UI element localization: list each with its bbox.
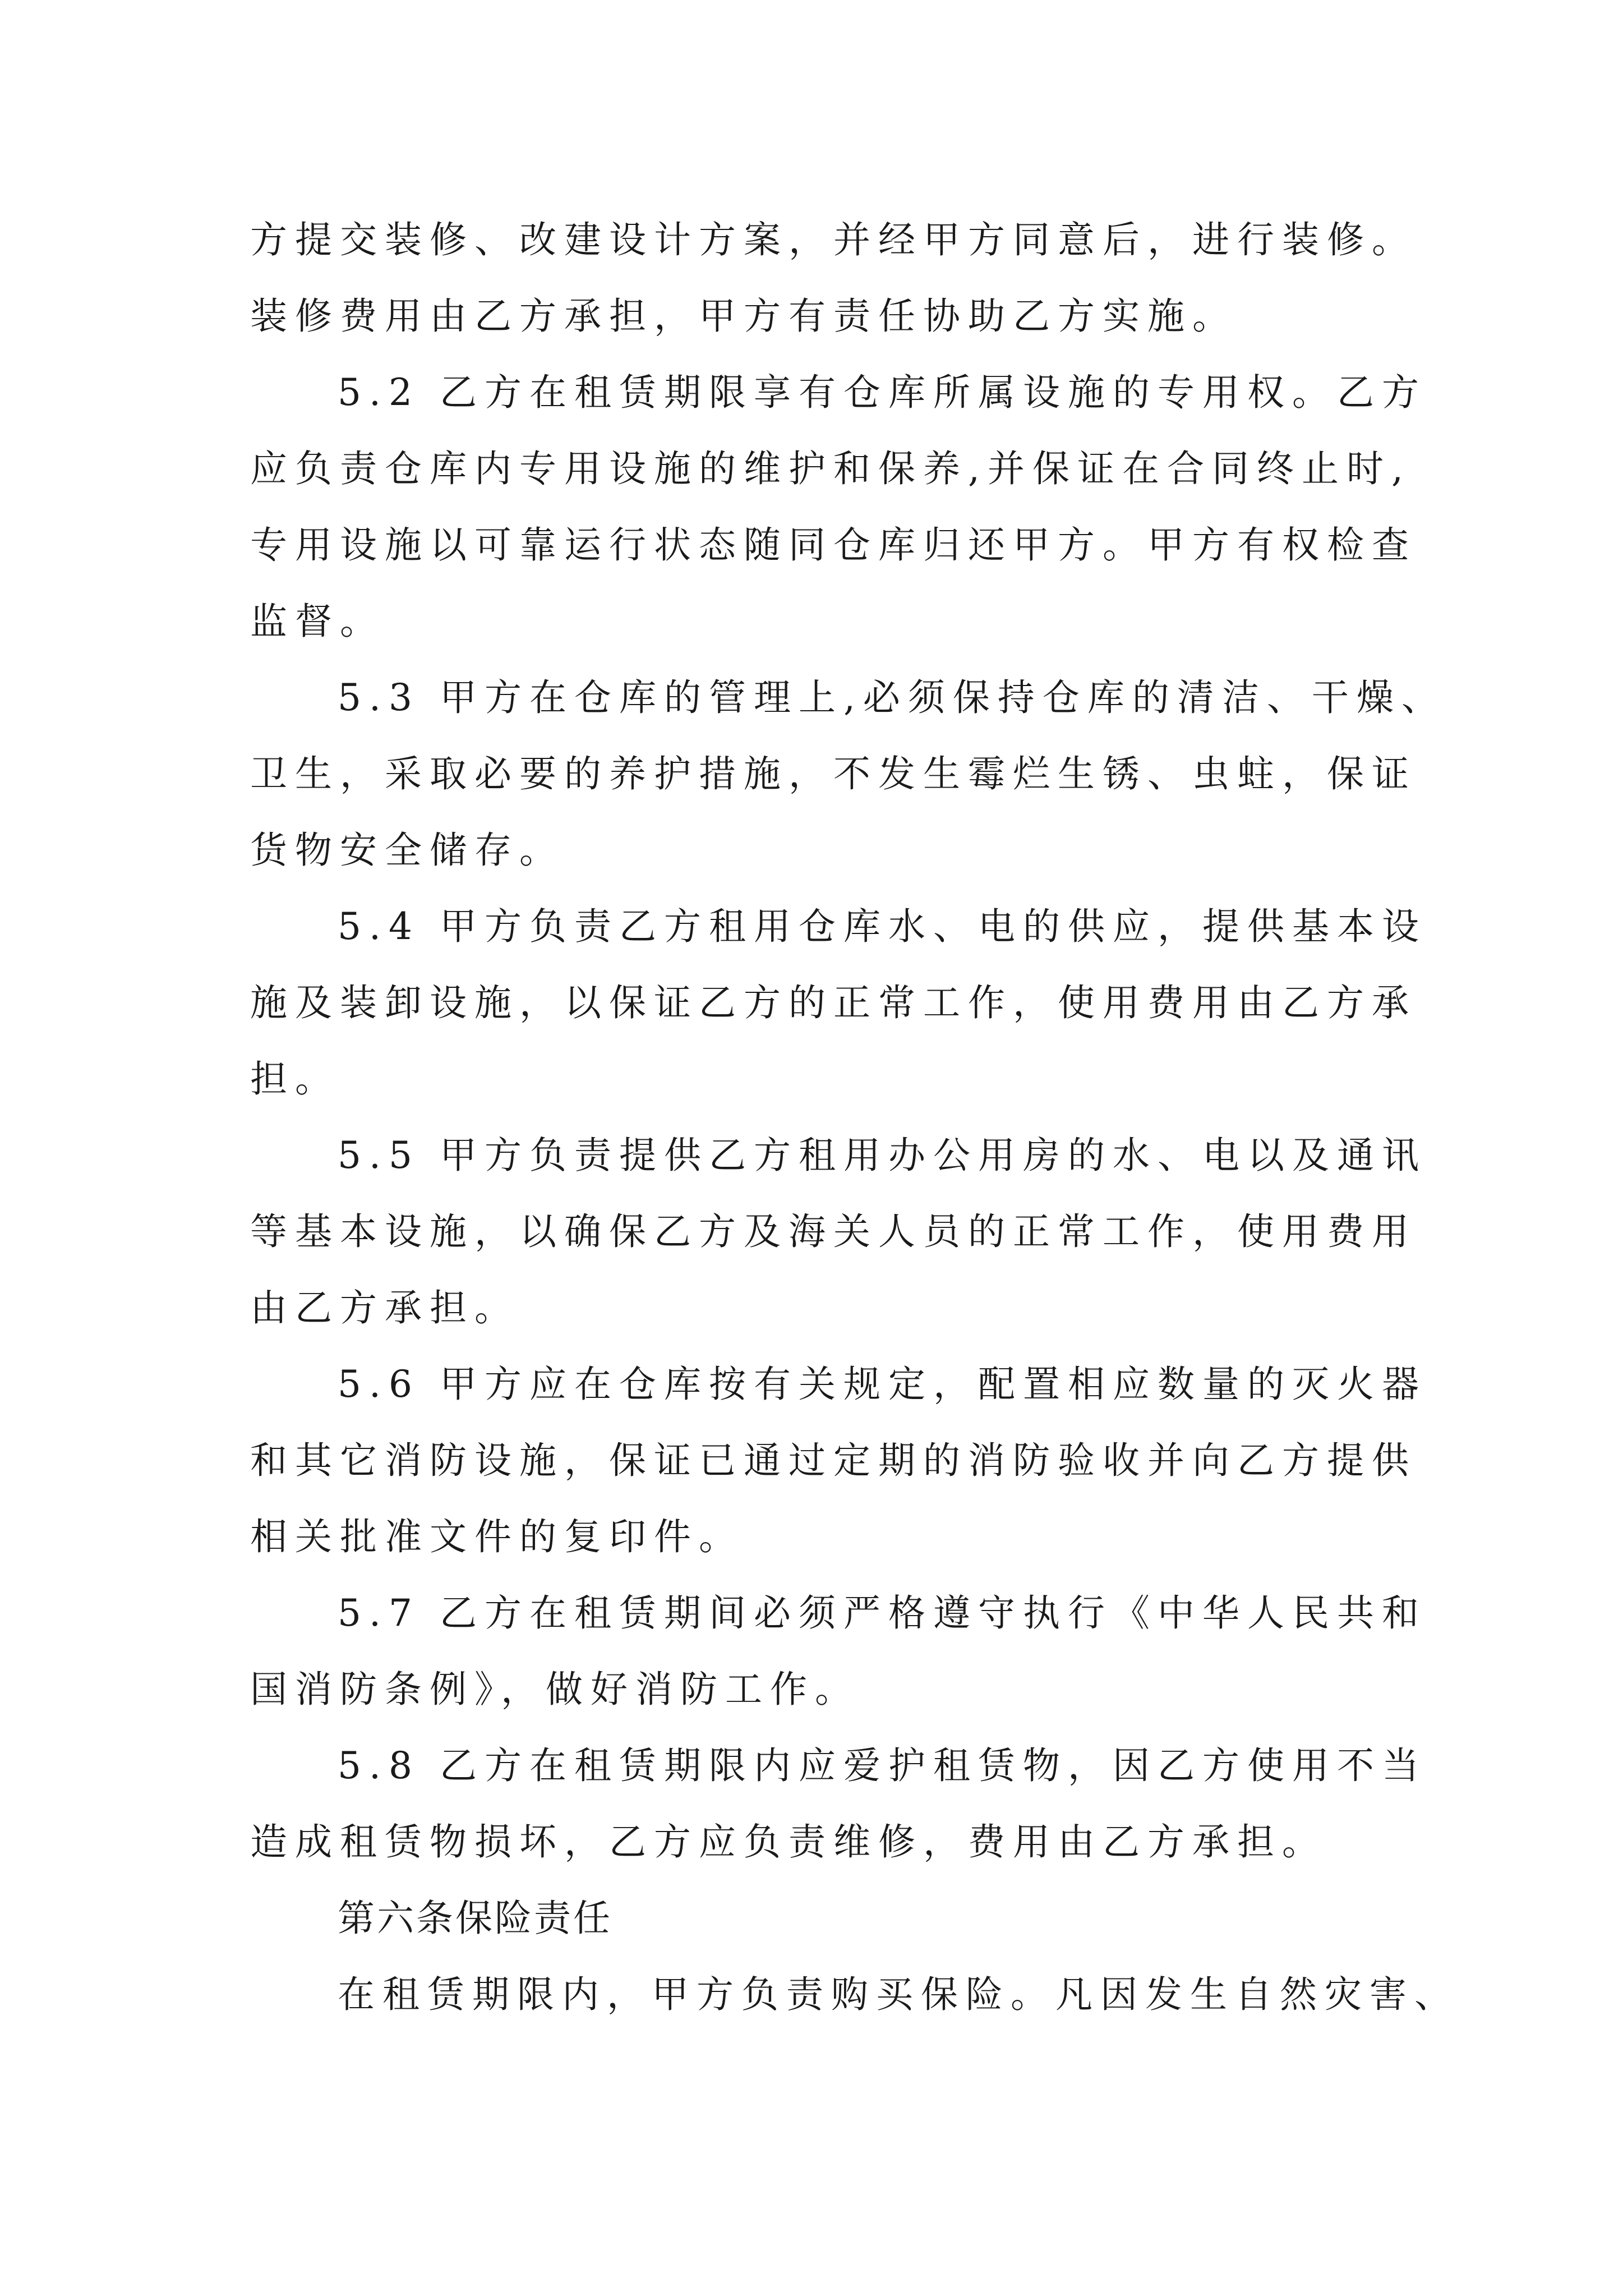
clause-5-7-line: 5.7 乙方在租赁期间必须严格遵守执行《中华人民共和	[338, 1591, 1427, 1635]
text-line: 由乙方承担。	[250, 1286, 519, 1329]
clause-5-3-line: 5.3 甲方在仓库的管理上,必须保持仓库的清洁、干燥、	[338, 676, 1446, 719]
text-line: 专用设施以可靠运行状态随同仓库归还甲方。甲方有权检查	[250, 523, 1417, 567]
text-line: 等基本设施，以确保乙方及海关人员的正常工作，使用费用	[250, 1210, 1417, 1253]
clause-5-4-line: 5.4 甲方负责乙方租用仓库水、电的供应，提供基本设	[338, 905, 1427, 948]
text-line: 和其它消防设施，保证已通过定期的消防验收并向乙方提供	[250, 1439, 1417, 1482]
text-line: 货物安全储存。	[250, 829, 564, 872]
text-line: 担。	[250, 1057, 340, 1101]
clause-5-5-line: 5.5 甲方负责提供乙方租用办公用房的水、电以及通讯	[338, 1134, 1427, 1177]
text-line: 方提交装修、改建设计方案，并经甲方同意后，进行装修。	[250, 218, 1417, 261]
clause-5-8-line: 5.8 乙方在租赁期限内应爱护租赁物，因乙方使用不当	[338, 1744, 1427, 1787]
text-line: 装修费用由乙方承担，甲方有责任协助乙方实施。	[250, 295, 1237, 338]
text-line: 监督。	[250, 600, 385, 643]
text-line: 国消防条例》，做好消防工作。	[250, 1668, 860, 1711]
section-heading: 第六条保险责任	[338, 1897, 612, 1940]
text-line: 应负责仓库内专用设施的维护和保养,并保证在合同终止时,	[250, 447, 1411, 490]
clause-5-6-line: 5.6 甲方应在仓库按有关规定，配置相应数量的灭火器	[338, 1363, 1427, 1406]
text-line: 施及装卸设施，以保证乙方的正常工作，使用费用由乙方承	[250, 981, 1417, 1024]
clause-5-2-line: 5.2 乙方在租赁期限享有仓库所属设施的专用权。乙方	[338, 371, 1427, 414]
text-line: 造成租赁物损坏，乙方应负责维修，费用由乙方承担。	[250, 1820, 1327, 1864]
text-line: 在租赁期限内，甲方负责购买保险。凡因发生自然灾害、	[338, 1973, 1459, 2016]
text-line: 相关批准文件的复印件。	[250, 1515, 744, 1558]
document-body	[250, 202, 1459, 2033]
text-line: 卫生，采取必要的养护措施，不发生霉烂生锈、虫蛀，保证	[250, 752, 1417, 795]
